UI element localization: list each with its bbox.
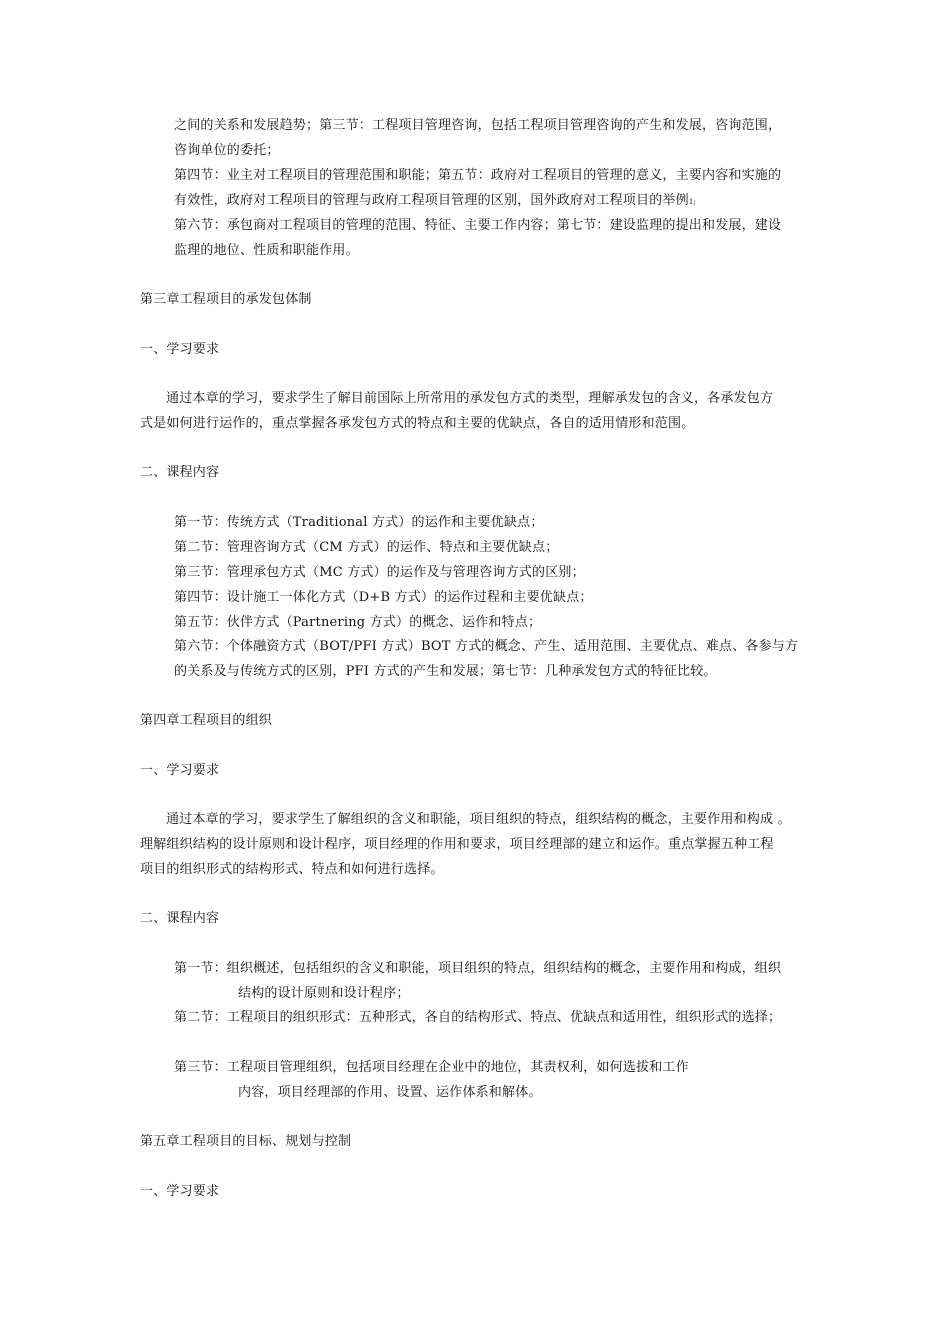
intro-line-3: 第四节：业主对工程项目的管理范围和职能；第五节：政府对工程项目的管理的意义，主要内容和实施的 — [174, 168, 782, 183]
intro-line-5: 第六节：承包商对工程项目的管理的范围、特征、主要工作内容；第七节：建设监理的提出和发展，建设 — [174, 218, 782, 233]
chapter-3-item-4: 第四节：设计施工一体化方式（D+B 方式）的运作过程和主要优缺点； — [174, 590, 593, 605]
chapter-5-requirements-heading: 一、学习要求 — [140, 1184, 220, 1199]
chapter-4-section-3-cont: 内容，项目经理部的作用、设置、运作体系和解体。 — [238, 1085, 542, 1100]
intro-line-4-text: 有效性，政府对工程项目的管理与政府工程项目管理的区别，国外政府对工程项目的举例 — [174, 193, 689, 208]
intro-line-6: 监理的地位、性质和职能作用。 — [174, 243, 359, 258]
chapter-4-requirements-heading: 一、学习要求 — [140, 763, 220, 778]
chapter-3-requirements-heading: 一、学习要求 — [140, 342, 220, 357]
chapter-3-item-3: 第三节：管理承包方式（MC 方式）的运作及与管理咨询方式的区别； — [174, 565, 585, 580]
chapter-4-section-1: 第一节：组织概述，包括组织的含义和职能，项目组织的特点，组织结构的概念，主要作用和构成，组织 — [174, 961, 782, 976]
chapter-3-requirements-line-1: 通过本章的学习，要求学生了解目前国际上所常用的承发包方式的类型，理解承发包的含义，各承发包方 — [166, 391, 774, 406]
chapter-3-item-6-cont: 的关系及与传统方式的区别，PFI 方式的产生和发展；第七节：几种承发包方式的特征比较。 — [174, 664, 717, 679]
chapter-4-requirements-line-3: 项目的组织形式的结构形式、特点和如何进行选择。 — [140, 862, 444, 877]
intro-line-2: 咨询单位的委托； — [174, 143, 280, 158]
footnote-mark: 1; — [688, 198, 697, 206]
chapter-3-requirements-line-2: 式是如何进行运作的，重点掌握各承发包方式的特点和主要的优缺点，各自的适用情形和范围。 — [140, 416, 695, 431]
chapter-4-section-2: 第二节：工程项目的组织形式：五种形式，各自的结构形式、特点、优缺点和适用性，组织形式的选择； — [174, 1010, 782, 1025]
chapter-3-item-2: 第二节：管理咨询方式（CM 方式）的运作、特点和主要优缺点； — [174, 540, 559, 555]
intro-line-4 — [174, 192, 696, 211]
chapter-4-requirements-line-1: 通过本章的学习，要求学生了解组织的含义和职能，项目组织的特点，组织结构的概念，主要作用和构成 。 — [166, 812, 791, 827]
chapter-5-title: 第五章工程项目的目标、规划与控制 — [140, 1134, 352, 1149]
chapter-3-title: 第三章工程项目的承发包体制 — [140, 292, 312, 307]
chapter-3-item-5: 第五节：伙伴方式（Partnering 方式）的概念、运作和特点； — [174, 615, 542, 630]
chapter-4-section-3: 第三节：工程项目管理组织，包括项目经理在企业中的地位，其责权利，如何选拔和工作 — [174, 1060, 689, 1075]
chapter-4-requirements-line-2: 理解组织结构的设计原则和设计程序，项目经理的作用和要求，项目经理部的建立和运作。重点掌握五种工程 — [140, 837, 774, 852]
chapter-3-item-1: 第一节：传统方式（Traditional 方式）的运作和主要优缺点； — [174, 515, 544, 530]
chapter-4-section-1-cont: 结构的设计原则和设计程序； — [238, 986, 410, 1001]
chapter-4-content-heading: 二、课程内容 — [140, 911, 220, 926]
intro-line-1: 之间的关系和发展趋势；第三节：工程项目管理咨询，包括工程项目管理咨询的产生和发展，咨询范围， — [174, 118, 782, 133]
chapter-4-title: 第四章工程项目的组织 — [140, 713, 273, 728]
chapter-3-item-6: 第六节：个体融资方式（BOT/PFI 方式）BOT 方式的概念、产生、适用范围、主要优点、难点、各参与方 — [174, 639, 799, 654]
chapter-3-content-heading: 二、课程内容 — [140, 465, 220, 480]
